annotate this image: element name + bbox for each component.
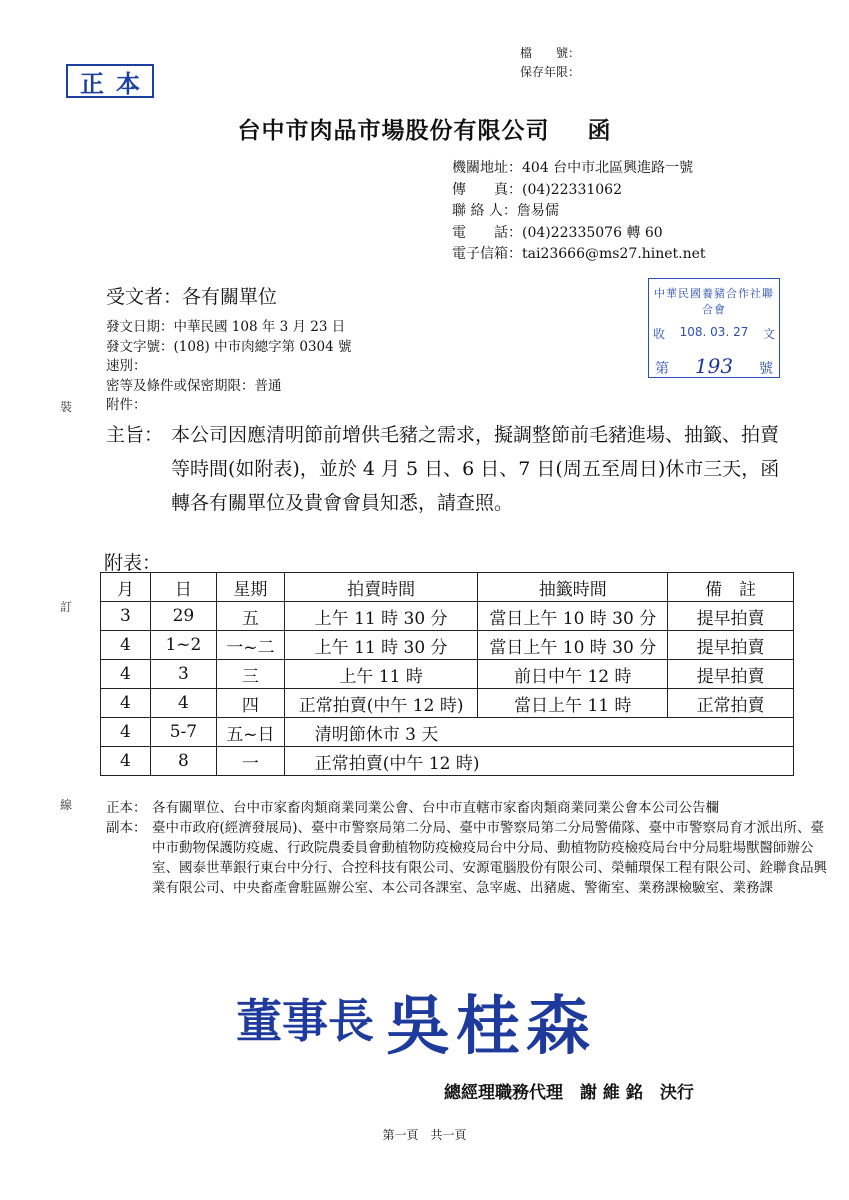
table-cell: 三	[216, 660, 284, 689]
stamp-date: 108. 03. 27	[679, 325, 749, 339]
general-manager-approval: 總經理職務代理 謝 維 銘 決行	[444, 1083, 694, 1103]
table-cell: 8	[150, 747, 216, 776]
stamp-right-char: 文	[762, 327, 775, 341]
chairman-name-seal: 吳桂森	[386, 989, 596, 1064]
table-cell: 正常拍賣(中午 12 時)	[284, 689, 478, 718]
table-cell: 當日上午 10 時 30 分	[478, 602, 668, 631]
table-cell: 4	[101, 747, 151, 776]
table-row	[101, 602, 794, 631]
subject-text: 本公司因應清明節前增供毛豬之需求，擬調整節前毛豬進場、抽籤、拍賣等時間(如附表)，並於 4 月 5 日、6 日、7 日(周五至周日)休市三天，函轉各有關單位及貴會會員知悉，請查照。	[171, 424, 780, 514]
table-cell: 五~日	[216, 718, 284, 747]
contact-address: 機關地址：404 台中市北區興進路一號	[452, 160, 694, 176]
table-row	[101, 747, 794, 776]
table-cell: 3	[101, 602, 151, 631]
issue-info	[106, 318, 352, 416]
chairman-title-seal: 董事長	[236, 994, 374, 1048]
table-cell-merged: 清明節休市 3 天	[284, 718, 793, 747]
header-remarks: 備 註	[668, 573, 794, 602]
primary-copy-label: 正本：	[106, 800, 147, 816]
issue-security: 密等及條件或保密期限：普通	[106, 377, 282, 394]
stamp-no-suffix: 號	[759, 361, 773, 377]
recipient: 受文者：各有關單位	[106, 286, 278, 308]
received-stamp	[648, 278, 780, 378]
letter-title	[0, 112, 849, 145]
contact-phone: 電 話：(04)22335076 轉 60	[452, 224, 663, 241]
table-cell: 一	[216, 747, 284, 776]
header-month: 月	[101, 573, 151, 602]
issue-number: 發文字號：(108) 中市肉總字第 0304 號	[106, 338, 352, 355]
table-cell: 提早拍賣	[668, 631, 794, 660]
stamp-no-value: 193	[694, 354, 734, 378]
table-cell: 4	[101, 689, 151, 718]
binding-mark: 裝	[60, 400, 73, 414]
page-number: 第一頁 共一頁	[382, 1128, 467, 1142]
contact-fax: 傳 真：(04)22331062	[452, 181, 622, 198]
table-cell: 提早拍賣	[668, 602, 794, 631]
attachment-table-label: 附表：	[104, 552, 162, 574]
stamp-org: 中華民國養豬合作社聯合會	[654, 287, 774, 316]
distribution-list	[106, 798, 832, 898]
table-cell: 上午 11 時 30 分	[284, 602, 478, 631]
table-cell: 前日中午 12 時	[478, 660, 668, 689]
stamp-char: 本	[116, 68, 140, 98]
table-cell: 提早拍賣	[668, 660, 794, 689]
issue-speed: 速別：	[106, 358, 147, 374]
contact-block	[452, 158, 706, 266]
table-cell: 當日上午 11 時	[478, 689, 668, 718]
header-auction-time: 拍賣時間	[284, 573, 478, 602]
table-cell: 4	[101, 631, 151, 660]
table-row	[101, 689, 794, 718]
header-weekday: 星期	[216, 573, 284, 602]
table-cell: 4	[101, 660, 151, 689]
table-row	[101, 718, 794, 747]
table-cell: 5-7	[150, 718, 216, 747]
subject	[106, 418, 796, 520]
table-cell: 五	[216, 602, 284, 631]
table-row	[101, 660, 794, 689]
table-cell: 上午 11 時 30 分	[284, 631, 478, 660]
table-cell: 一~二	[216, 631, 284, 660]
file-meta	[520, 44, 580, 82]
schedule-table	[100, 572, 794, 776]
contact-email: 電子信箱：tai23666@ms27.hinet.net	[452, 246, 706, 262]
table-cell: 當日上午 10 時 30 分	[478, 631, 668, 660]
issue-attachment: 附件：	[106, 397, 147, 413]
binding-mark: 訂	[60, 600, 73, 614]
primary-copy-recipients: 各有關單位、台中市家畜肉類商業同業公會、台中市直轄市家畜肉類商業同業公會本公司公告欄	[152, 800, 719, 816]
original-copy-stamp	[66, 64, 154, 98]
table-cell: 上午 11 時	[284, 660, 478, 689]
header-day: 日	[150, 573, 216, 602]
table-cell: 正常拍賣	[668, 689, 794, 718]
binding-mark: 線	[60, 798, 73, 812]
company-name: 台中市肉品市場股份有限公司	[237, 117, 550, 144]
table-cell: 3	[150, 660, 216, 689]
contact-person: 聯 絡 人：詹易儒	[452, 203, 559, 219]
stamp-char: 正	[80, 68, 104, 98]
file-number-label: 檔 號：	[520, 46, 581, 60]
doc-type: 函	[587, 117, 612, 144]
table-cell: 4	[150, 689, 216, 718]
secondary-copy-recipients: 臺中市政府(經濟發展局)、臺中市警察局第二分局、臺中市警察局第二分局警備隊、臺中市警察局育才派出所、臺中市動物保護防疫處、行政院農委員會動植物防疫檢疫局台中分局、動植物防疫檢疫局台中分局駐場獸醫師辦公室、國泰世華銀行東台中分行、合控科技有限公司、安源電腦股份有限公司、榮輔環保工程有限公司、銓聯食品興業有限公司、中央畜產會駐區辦公室、本公司各課室、急宰處、出豬處、警衛室、業務課檢驗室、業務課	[152, 820, 827, 896]
retention-period-label: 保存年限：	[520, 65, 581, 79]
issue-date: 發文日期：中華民國 108 年 3 月 23 日	[106, 319, 346, 335]
table-cell-merged: 正常拍賣(中午 12 時)	[284, 747, 793, 776]
table-cell: 4	[101, 718, 151, 747]
secondary-copy-label: 副本：	[106, 820, 147, 836]
table-cell: 1~2	[150, 631, 216, 660]
stamp-no-prefix: 第	[655, 361, 669, 377]
table-row	[101, 631, 794, 660]
table-cell: 29	[150, 602, 216, 631]
subject-label: 主旨：	[106, 424, 164, 446]
header-draw-time: 抽籤時間	[478, 573, 668, 602]
table-cell: 四	[216, 689, 284, 718]
table-header-row	[101, 573, 794, 602]
stamp-left-char: 收	[653, 327, 666, 341]
